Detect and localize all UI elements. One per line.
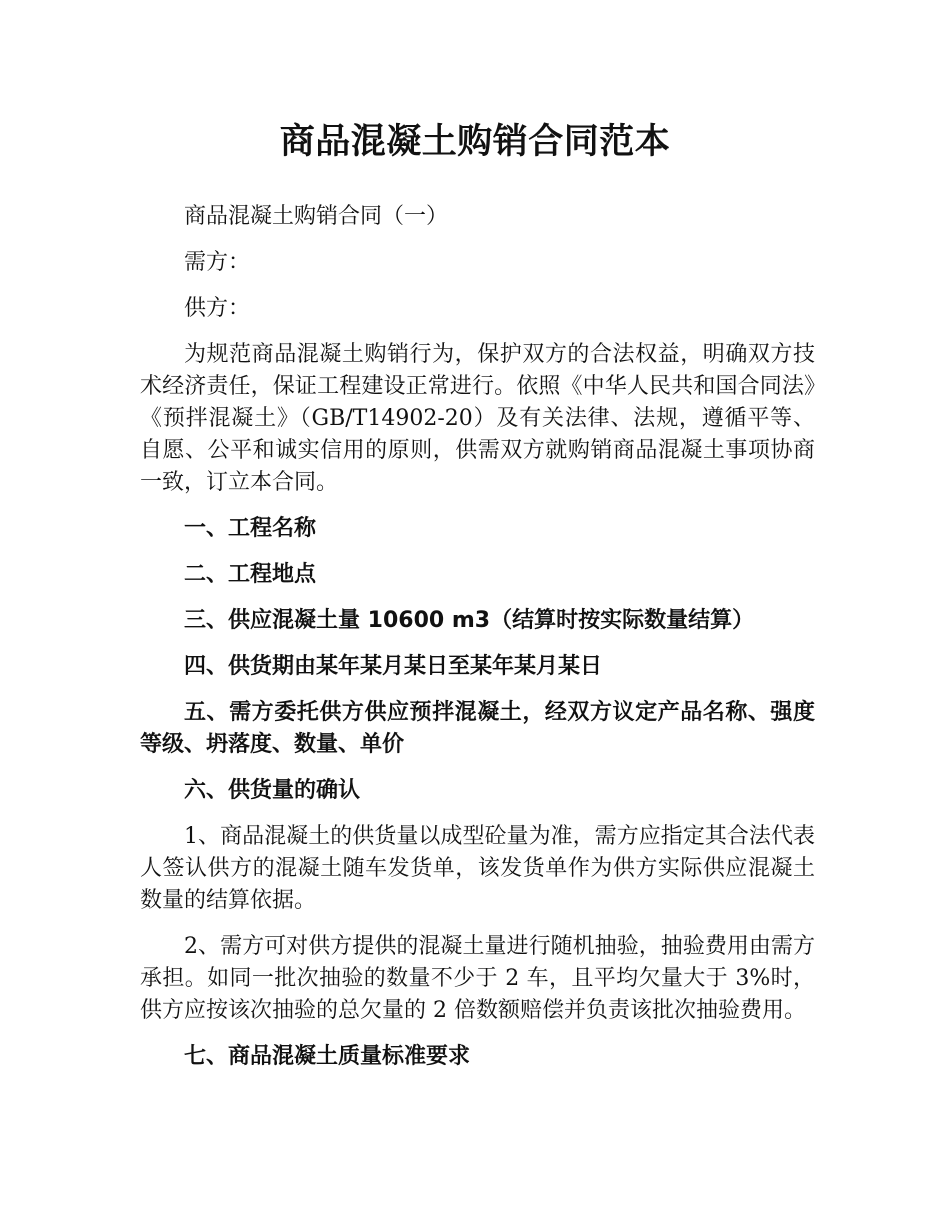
preamble-paragraph: 为规范商品混凝土购销行为，保护双方的合法权益，明确双方技术经济责任，保证工程建设正常进行。依照《中华人民共和国合同法》《预拌混凝土》（GB/T14902-20）及有关法律、法规，遵循平等、自愿、公平和诚实信用的原则，供需双方就购销商品混凝土事项协商一致，订立本合同。 <box>140 342 815 495</box>
clause-paragraph: 2、需方可对供方提供的混凝土量进行随机抽验，抽验费用由需方承担。如同一批次抽验的数量不少于 2 车，且平均欠量大于 3%时，供方应按该次抽验的总欠量的 2 倍数额赔偿并负责该批次抽验费用。 <box>140 934 815 1023</box>
section-heading-project-location: 二、工程地点 <box>184 562 317 587</box>
section-heading-quality-standards: 七、商品混凝土质量标准要求 <box>184 1044 471 1069</box>
contract-subtitle: 商品混凝土购销合同（一） <box>184 204 449 229</box>
section-heading-product-specs: 五、需方委托供方供应预拌混凝土，经双方议定产品名称、强度等级、坍落度、数量、单价 <box>140 700 815 757</box>
buyer-line: 需方： <box>184 250 251 275</box>
supplier-line: 供方： <box>184 296 251 321</box>
document-title: 商品混凝土购销合同范本 <box>279 122 671 162</box>
section-heading-project-name: 一、工程名称 <box>184 516 317 541</box>
clause-paragraph: 1、商品混凝土的供货量以成型砼量为准，需方应指定其合法代表人签认供方的混凝土随车发货单，该发货单作为供方实际供应混凝土数量的结算依据。 <box>140 824 815 913</box>
section-heading-supply-volume: 三、供应混凝土量 10600 m3（结算时按实际数量结算） <box>184 608 755 633</box>
document-body <box>140 201 815 1087</box>
section-heading-quantity-confirmation: 六、供货量的确认 <box>184 778 361 803</box>
section-heading-supply-period: 四、供货期由某年某月某日至某年某月某日 <box>184 654 603 679</box>
